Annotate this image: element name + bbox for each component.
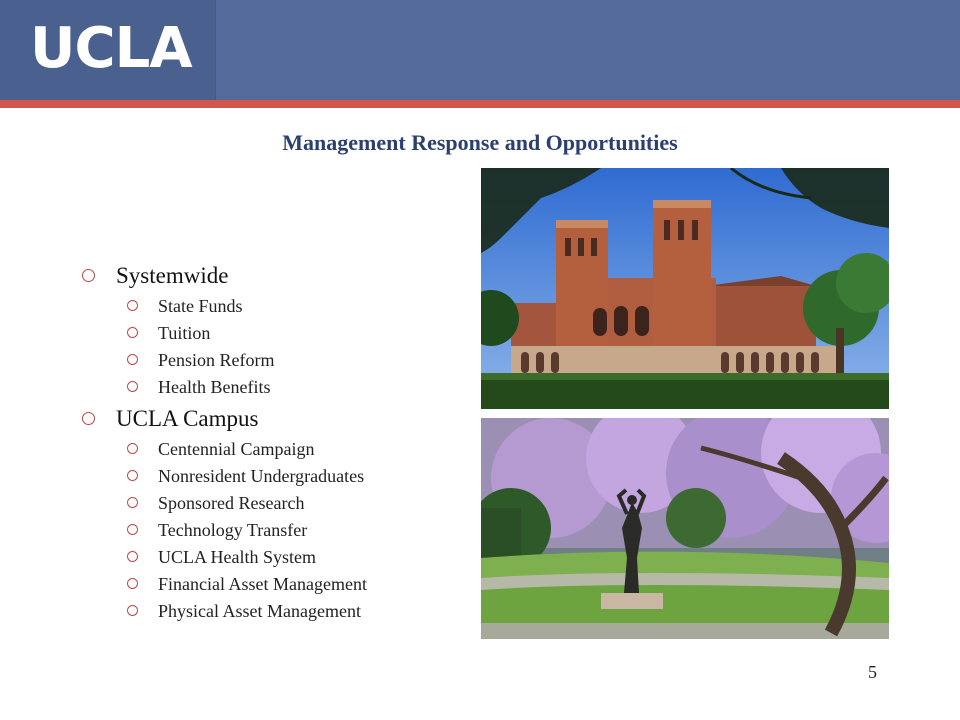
bullet-icon: [127, 605, 138, 616]
list-item: [127, 294, 243, 318]
list-item: [127, 375, 270, 399]
bullet-icon: [127, 524, 138, 535]
list-heading-systemwide: [82, 262, 228, 290]
list-item-label: Technology Transfer: [158, 520, 308, 540]
bullet-icon: [127, 470, 138, 481]
list-item-label: Physical Asset Management: [158, 601, 361, 621]
list-item: [127, 491, 304, 515]
list-item-label: UCLA Health System: [158, 547, 316, 567]
list-heading-label: Systemwide: [116, 263, 229, 288]
list-item-label: State Funds: [158, 296, 243, 316]
list-item-label: Sponsored Research: [158, 493, 305, 513]
bullet-icon: [127, 327, 138, 338]
list-item: [127, 518, 307, 542]
bullet-icon: [82, 412, 95, 425]
list-item: [127, 437, 314, 461]
accent-stripe: [0, 100, 960, 108]
bullet-icon: [127, 443, 138, 454]
list-item: [127, 599, 361, 623]
list-item: [127, 348, 275, 372]
list-item-label: Financial Asset Management: [158, 574, 367, 594]
page-number: 5: [868, 662, 877, 682]
list-item-label: Health Benefits: [158, 377, 271, 397]
bullet-icon: [127, 381, 138, 392]
bullet-icon: [127, 497, 138, 508]
campus-building-photo: [481, 168, 889, 409]
bullet-icon: [127, 300, 138, 311]
logo-text: UCLA: [30, 16, 192, 81]
ucla-logo: [0, 0, 216, 100]
bullet-icon: [127, 551, 138, 562]
jacaranda-garden-photo: [481, 418, 889, 639]
bullet-icon: [82, 269, 95, 282]
list-item-label: Tuition: [158, 323, 211, 343]
list-item: [127, 464, 364, 488]
list-item: [127, 572, 367, 596]
list-heading-ucla-campus: [82, 405, 258, 433]
slide-title: Management Response and Opportunities: [282, 130, 678, 155]
bullet-icon: [127, 354, 138, 365]
list-item-label: Nonresident Undergraduates: [158, 466, 365, 486]
list-heading-label: UCLA Campus: [116, 406, 259, 431]
bullet-icon: [127, 578, 138, 589]
list-item-label: Centennial Campaign: [158, 439, 315, 459]
list-item-label: Pension Reform: [158, 350, 275, 370]
list-item: [127, 321, 210, 345]
list-item: [127, 545, 316, 569]
